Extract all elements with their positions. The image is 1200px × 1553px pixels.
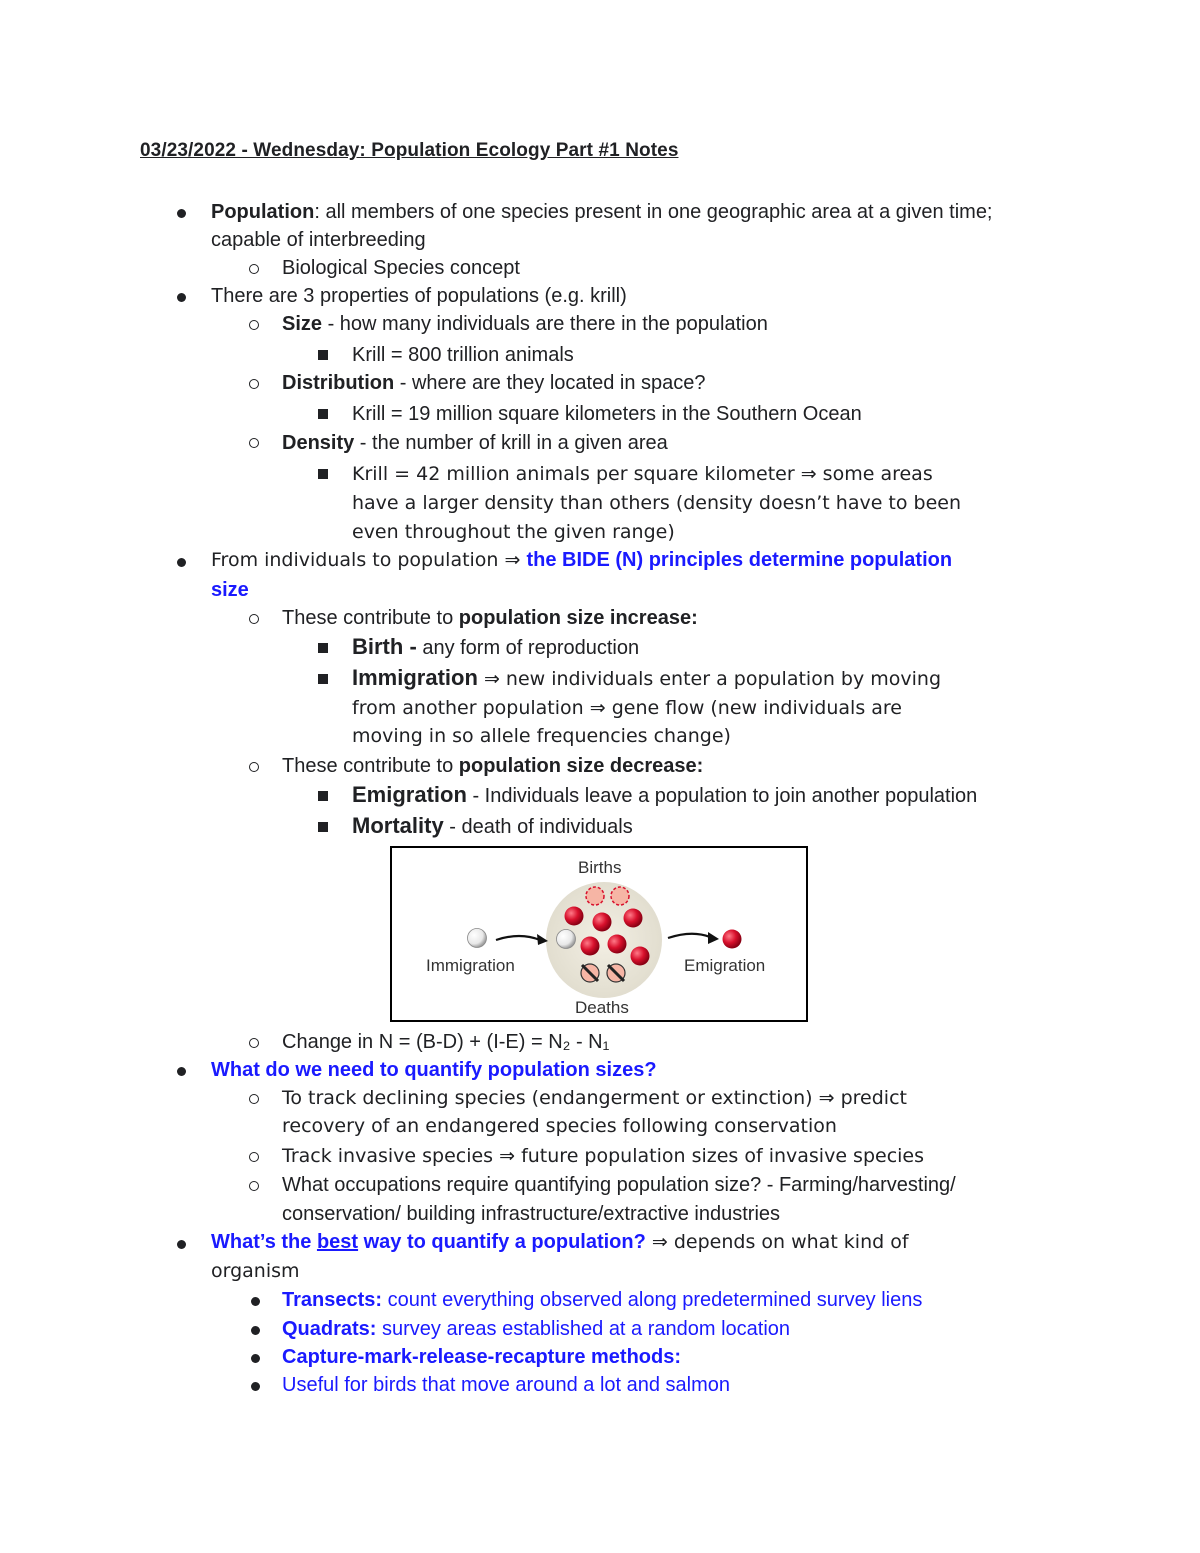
immigrant-individual xyxy=(468,929,487,948)
bullet-square xyxy=(318,469,328,479)
population-individual xyxy=(593,913,612,932)
death-individual xyxy=(607,964,625,982)
size-term: Size xyxy=(282,313,323,335)
bide-principles-cont: size xyxy=(211,579,249,601)
bullet-circle xyxy=(249,1038,259,1048)
immigration-definition: ⇒ new individuals enter a population by moving xyxy=(477,668,942,690)
bullet-circle xyxy=(249,438,259,448)
birth-term: Birth - xyxy=(352,634,417,659)
bide-intro-line xyxy=(211,546,952,574)
distribution-definition: - where are they located in space? xyxy=(394,372,706,394)
quantify-question: What do we need to quantify population sizes? xyxy=(211,1059,657,1081)
density-example-3: even throughout the given range) xyxy=(352,521,675,543)
population-individual xyxy=(624,909,643,928)
distribution-example: Krill = 19 million square kilometers in the Southern Ocean xyxy=(352,403,862,425)
emigration-definition: - Individuals leave a population to join another population xyxy=(466,785,978,807)
bullet-circle xyxy=(249,320,259,330)
bullet-disc xyxy=(251,1326,260,1335)
bullet-circle xyxy=(249,264,259,274)
useful-for-birds: Useful for birds that move around a lot and salmon xyxy=(282,1374,731,1396)
bullet-square xyxy=(318,822,328,832)
deaths-label: Deaths xyxy=(575,998,629,1017)
bullet-circle xyxy=(249,1152,259,1162)
population-individual xyxy=(565,907,584,926)
population-definition: : all members of one species present in one geographic area at a given time; xyxy=(314,201,993,223)
emigration-term: Emigration xyxy=(352,782,467,807)
mortality-line xyxy=(352,812,633,841)
best-question-suffix: way to quantify a population? xyxy=(358,1231,646,1253)
bullet-disc xyxy=(251,1354,260,1363)
size-definition: - how many individuals are there in the population xyxy=(322,313,768,335)
best-way-line xyxy=(211,1228,909,1256)
bide-intro: From individuals to population ⇒ xyxy=(211,549,527,571)
bullet-disc xyxy=(177,209,186,218)
bullet-circle xyxy=(249,762,259,772)
transects-term: Transects: xyxy=(282,1289,383,1311)
birth-individual xyxy=(586,887,604,905)
best-answer: ⇒ depends on what kind of xyxy=(645,1231,909,1253)
population-term: Population xyxy=(211,201,315,223)
bullet-square xyxy=(318,350,328,360)
distribution-line xyxy=(282,369,706,397)
quantify-answer-3-cont: conservation/ building infrastructure/extractive industries xyxy=(282,1203,781,1225)
birth-line xyxy=(352,633,639,662)
quantify-answer-3: What occupations require quantifying population size? - Farming/harvesting/ xyxy=(282,1174,956,1196)
best-word: best xyxy=(316,1231,359,1253)
distribution-term: Distribution xyxy=(282,372,395,394)
increase-heading: population size increase: xyxy=(458,607,698,629)
page-title: 03/23/2022 - Wednesday: Population Ecology Part #1 Notes xyxy=(140,140,679,161)
immigration-label: Immigration xyxy=(426,956,515,975)
density-line xyxy=(282,429,668,457)
population-individual xyxy=(581,937,600,956)
immigration-arrow xyxy=(496,934,548,945)
death-individual xyxy=(581,964,599,982)
quadrats-line xyxy=(282,1315,790,1343)
immigration-definition-2: from another population ⇒ gene flow (new individuals are xyxy=(352,697,902,719)
best-question-prefix: What’s the xyxy=(211,1231,317,1253)
transects-line xyxy=(282,1286,922,1314)
bide-principles: the BIDE (N) principles determine population xyxy=(526,549,953,571)
density-definition: - the number of krill in a given area xyxy=(354,432,668,454)
bullet-circle xyxy=(249,1181,259,1191)
bide-figure xyxy=(390,846,808,1022)
population-definition-cont: capable of interbreeding xyxy=(211,229,426,251)
quantify-answer-1: To track declining species (endangerment or extinction) ⇒ predict xyxy=(282,1087,907,1109)
decrease-line xyxy=(282,752,703,780)
emigrant-individual xyxy=(723,930,742,949)
quadrats-definition: survey areas established at a random location xyxy=(376,1318,791,1340)
mortality-definition: - death of individuals xyxy=(443,816,633,838)
bullet-circle xyxy=(249,614,259,624)
change-formula: Change in N = (B-D) + (I-E) = N₂ - N₁ xyxy=(282,1031,610,1053)
bullet-disc xyxy=(177,558,186,567)
density-term: Density xyxy=(282,432,355,454)
emigration-arrow xyxy=(668,932,719,944)
immigrant-individual xyxy=(557,930,576,949)
emigration-line xyxy=(352,781,977,810)
births-label: Births xyxy=(578,858,622,877)
biological-species-concept: Biological Species concept xyxy=(282,257,520,279)
bullet-square xyxy=(318,409,328,419)
birth-definition: any form of reproduction xyxy=(416,637,640,659)
quantify-answer-2: Track invasive species ⇒ future population sizes of invasive species xyxy=(282,1145,925,1167)
birth-individual xyxy=(611,887,629,905)
bullet-square xyxy=(318,674,328,684)
capture-methods: Capture-mark-release-recapture methods: xyxy=(282,1346,682,1368)
emigration-label: Emigration xyxy=(684,956,766,975)
mortality-term: Mortality xyxy=(352,813,444,838)
bullet-circle xyxy=(249,379,259,389)
bullet-circle xyxy=(249,1094,259,1104)
increase-prefix: These contribute to xyxy=(282,607,459,629)
transects-definition: count everything observed along predetermined survey liens xyxy=(382,1289,923,1311)
properties-intro: There are 3 properties of populations (e.g. krill) xyxy=(211,285,627,307)
quadrats-term: Quadrats: xyxy=(282,1318,377,1340)
population-individual xyxy=(631,947,650,966)
decrease-prefix: These contribute to xyxy=(282,755,459,777)
quantify-answer-1-cont: recovery of an endangered species following conservation xyxy=(282,1115,837,1137)
density-example-1: Krill = 42 million animals per square kilometer ⇒ some areas xyxy=(352,463,933,485)
immigration-line xyxy=(352,664,941,693)
population-line xyxy=(211,198,993,226)
bullet-disc xyxy=(251,1297,260,1306)
bullet-square xyxy=(318,643,328,653)
density-example-2: have a larger density than others (density doesn’t have to been xyxy=(352,492,962,514)
bullet-disc xyxy=(251,1382,260,1391)
immigration-term: Immigration xyxy=(352,665,478,690)
increase-line xyxy=(282,604,698,632)
bullet-disc xyxy=(177,1240,186,1249)
best-answer-cont: organism xyxy=(211,1260,300,1282)
bullet-square xyxy=(318,791,328,801)
immigration-definition-3: moving in so allele frequencies change) xyxy=(352,725,731,747)
population-individual xyxy=(608,935,627,954)
bullet-disc xyxy=(177,1067,186,1076)
bullet-disc xyxy=(177,293,186,302)
size-line xyxy=(282,310,768,338)
size-example: Krill = 800 trillion animals xyxy=(352,344,574,366)
decrease-heading: population size decrease: xyxy=(458,755,704,777)
